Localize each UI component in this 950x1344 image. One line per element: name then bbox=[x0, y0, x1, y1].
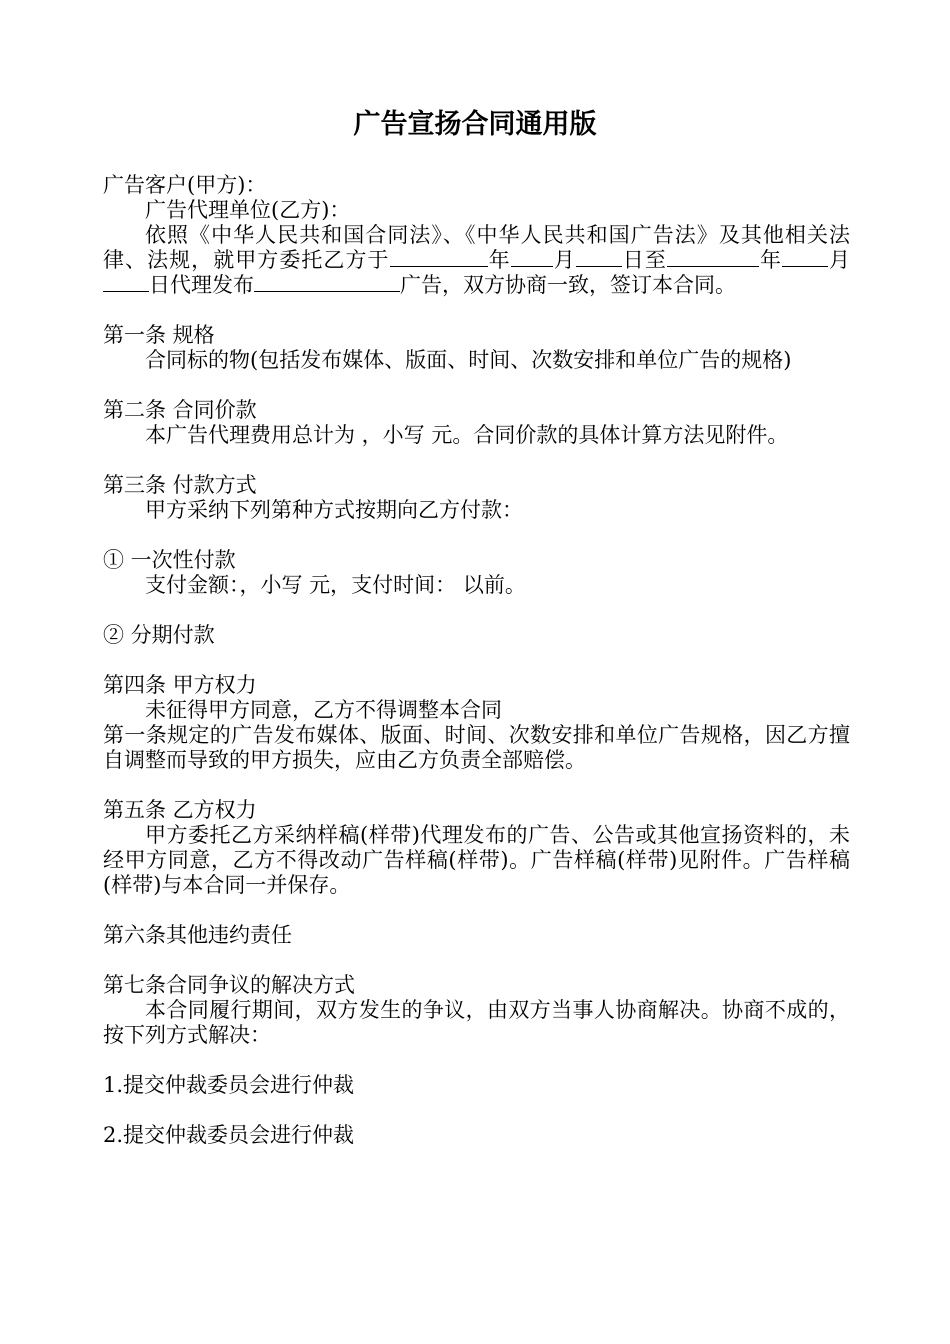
intro-text-part1: 依照《中华人民共和国合同法》、《中华人民共和国广告法》及其他相关法律、法规，就甲方委托乙方于 bbox=[103, 223, 850, 272]
article-3-text: 甲方采纳下列第种方式按期向乙方付款： bbox=[145, 498, 523, 522]
article-2-text: 本广告代理费用总计为 ，小写 元。合同价款的具体计算方法见附件。 bbox=[145, 423, 789, 447]
intro-month1: 月 bbox=[552, 248, 576, 272]
article-5-text: 甲方委托乙方采纳样稿(样带)代理发布的广告、公告或其他宣扬资料的，未经甲方同意，乙方不得改动广告样稿(样带)。广告样稿(样带)见附件。广告样稿(样带)与本合同一并保存。 bbox=[103, 823, 850, 897]
spacer bbox=[103, 373, 850, 398]
blank-field bbox=[390, 248, 488, 267]
article-7-heading: 第七条合同争议的解决方式 bbox=[103, 973, 355, 997]
intro-text-part2: 广告，双方协商一致，签订本合同。 bbox=[400, 273, 736, 297]
client-line: 广告客户(甲方)： bbox=[103, 173, 267, 197]
intro-paragraph bbox=[103, 223, 850, 298]
spacer bbox=[103, 448, 850, 473]
spacer bbox=[103, 948, 850, 973]
blank-field bbox=[103, 273, 149, 292]
intro-day1-to: 日至 bbox=[621, 248, 667, 272]
blank-field bbox=[667, 248, 713, 267]
article-1-heading: 第一条 规格 bbox=[103, 323, 215, 347]
article-4-line-2: 第一条规定的广告发布媒体、版面、时间、次数安排和单位广告规格，因乙方擅自调整而导致的甲方损失，应由乙方负责全部赔偿。 bbox=[103, 723, 850, 772]
article-3-heading: 第三条 付款方式 bbox=[103, 473, 257, 497]
contract-body bbox=[103, 173, 850, 1148]
spacer bbox=[103, 523, 850, 548]
dispute-option-2: 2.提交仲裁委员会进行仲裁 bbox=[103, 1123, 355, 1147]
blank-field bbox=[254, 273, 400, 292]
blank-field bbox=[713, 248, 759, 267]
article-2-heading: 第二条 合同价款 bbox=[103, 398, 257, 422]
intro-year2: 年 bbox=[758, 248, 782, 272]
intro-day2-publish: 日代理发布 bbox=[149, 273, 254, 297]
intro-month2: 月 bbox=[828, 248, 851, 272]
spacer bbox=[103, 598, 850, 623]
page-title: 广告宣扬合同通用版 bbox=[353, 109, 597, 140]
article-5-heading: 第五条 乙方权力 bbox=[103, 798, 257, 822]
spacer bbox=[103, 773, 850, 798]
spacer bbox=[103, 898, 850, 923]
blank-field bbox=[576, 248, 622, 267]
spacer bbox=[103, 298, 850, 323]
article-4-heading: 第四条 甲方权力 bbox=[103, 673, 257, 697]
spacer bbox=[103, 1048, 850, 1073]
spacer bbox=[103, 1098, 850, 1123]
article-1-text: 合同标的物(包括发布媒体、版面、时间、次数安排和单位广告的规格) bbox=[145, 348, 792, 372]
blank-field bbox=[511, 248, 553, 267]
dispute-option-1: 1.提交仲裁委员会进行仲裁 bbox=[103, 1073, 355, 1097]
article-7-text: 本合同履行期间，双方发生的争议，由双方当事人协商解决。协商不成的，按下列方式解决： bbox=[103, 998, 850, 1047]
blank-field bbox=[782, 248, 828, 267]
spacer bbox=[103, 648, 850, 673]
agency-line: 广告代理单位(乙方)： bbox=[145, 198, 351, 222]
payment-option-1-title: ① 一次性付款 bbox=[103, 548, 236, 572]
intro-year1: 年 bbox=[487, 248, 511, 272]
article-6-heading: 第六条其他违约责任 bbox=[103, 923, 292, 947]
article-4-line-1: 未征得甲方同意，乙方不得调整本合同 bbox=[145, 698, 502, 722]
payment-option-1-text: 支付金额：，小写 元，支付时间： 以前。 bbox=[145, 573, 526, 597]
payment-option-2-title: ② 分期付款 bbox=[103, 623, 215, 647]
